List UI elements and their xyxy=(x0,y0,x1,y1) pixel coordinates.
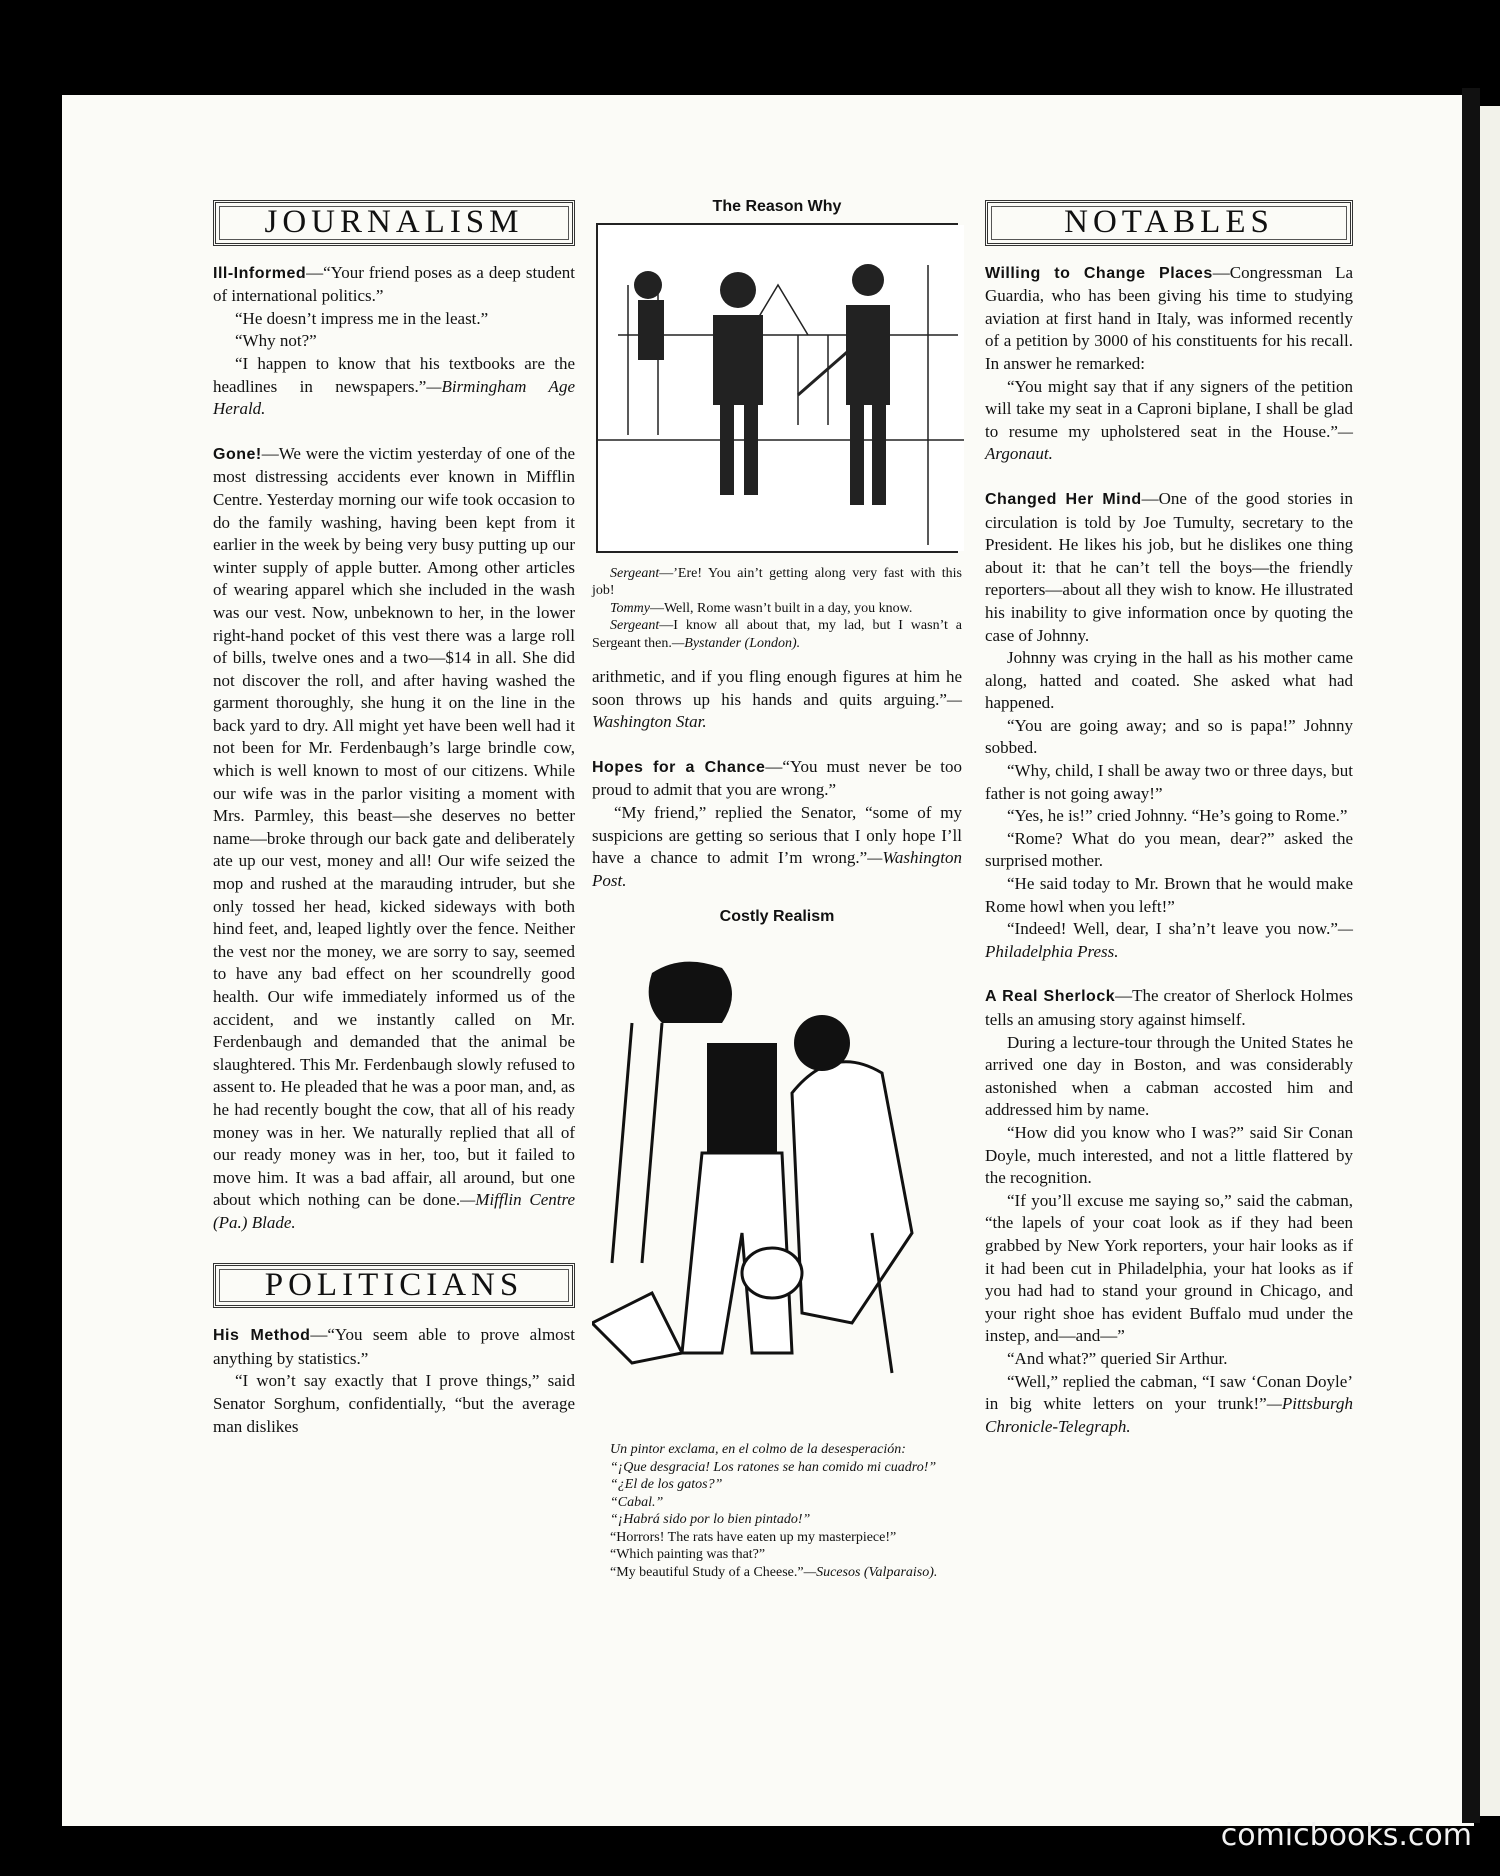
section-heading-journalism: JOURNALISM xyxy=(213,200,575,246)
cartoon-title: Costly Realism xyxy=(719,908,835,926)
article-ill-informed: Ill-Informed—“Your friend poses as a deep student of international politics.” xyxy=(213,262,575,306)
article-source: —Birmingham Age Herald. xyxy=(213,376,575,419)
article-source: —Pittsburgh Chronicle-Telegraph. xyxy=(985,1394,1353,1436)
article-hopes-for-a-chance: Hopes for a Chance—“You must never be too proud to admit that you are wrong.” xyxy=(592,756,962,800)
article-paragraph: “You are going away; and so is papa!” Johnny sobbed. xyxy=(985,715,1353,758)
section-heading-politicians: POLITICIANS xyxy=(213,1263,575,1309)
article-willing-to-change-places: Willing to Change Places—Congressman La Guardia, who has been giving his time to studying aviation at first hand in Italy, was informed recently of a petition by 3000 of his constituents for his recall. In answer he remarked: xyxy=(985,262,1353,373)
article-paragraph: During a lecture-tour through the United States he arrived one day in Boston, and was considerably astonished when a cabman accosted him and addressed him by name. xyxy=(985,1032,1353,1120)
cartoon-source: —Sucesos (Valparaiso). xyxy=(803,1564,938,1580)
article-source: —Argonaut. xyxy=(985,421,1353,464)
article-changed-her-mind: Changed Her Mind—One of the good stories in circulation is told by Joe Tumulty, secretary to the President. He likes his job, but he dislikes one thing about it: that he can’t tell the boys—the friendly reporters—about all they wish to know. He illustrated his inability to give information once by quoting the case of Johnny. xyxy=(985,488,1353,645)
cartoon-caption: Un pintor exclama, en el colmo de la desesperación: “¡Que desgracia! Los ratones se han comido mi cuadro!” “¿El de los gatos?” “Cabal.” “¡Habrá sido por lo bien pintado!” “Horrors! The rats have eaten up my masterpiece!” “Which painting was that?” “My beautiful Study of a Cheese.”—Sucesos (Valparaiso). xyxy=(610,1442,938,1580)
article-title: Willing to Change Places xyxy=(985,264,1213,282)
article-paragraph: “I happen to know that his textbooks are the headlines in newspapers.”—Birmingham Age Herald. xyxy=(213,353,575,419)
article-paragraph: “He doesn’t impress me in the least.” xyxy=(235,308,489,328)
column-center xyxy=(592,196,962,1595)
article-paragraph: “Why not?” xyxy=(235,331,317,351)
article-paragraph: “How did you know who I was?” said Sir Conan Doyle, much interested, and not a little flattered by the recognition. xyxy=(985,1122,1353,1188)
cartoon-painter-illustration xyxy=(592,933,962,1433)
cartoon-caption: Sergeant—’Ere! You ain’t getting along very fast with this job! Tommy—Well, Rome wasn’t built in a day, you know. Sergeant—I know all about that, my lad, but I wasn’t a Sergeant then.—Bystander (London). xyxy=(592,565,962,651)
article-title: Gone! xyxy=(213,445,262,463)
article-source: —Washington Star. xyxy=(592,689,962,732)
facing-page-edge xyxy=(1480,106,1500,1816)
article-title: Changed Her Mind xyxy=(985,490,1142,508)
article-source: —Philadelphia Press. xyxy=(985,919,1353,961)
section-heading-notables: NOTABLES xyxy=(985,200,1353,246)
column-left xyxy=(213,200,575,1438)
article-paragraph: “He said today to Mr. Brown that he would make Rome howl when you left!” xyxy=(985,874,1353,916)
article-paragraph: “Rome? What do you mean, dear?” asked the surprised mother. xyxy=(985,828,1353,871)
cartoon-source: —Bystander (London). xyxy=(671,635,801,651)
article-paragraph: “Yes, he is!” cried Johnny. “He’s going to Rome.” xyxy=(1007,806,1348,826)
article-his-method: His Method—“You seem able to prove almost anything by statistics.” xyxy=(213,1325,576,1368)
article-a-real-sherlock: A Real Sherlock—The creator of Sherlock Holmes tells an amusing story against himself. xyxy=(985,986,1353,1029)
article-paragraph: “I won’t say exactly that I prove things,” said Senator Sorghum, confidentially, “but the average man dislikes xyxy=(213,1371,575,1436)
book-spine xyxy=(1462,88,1480,1823)
article-continued: arithmetic, and if you fling enough figures at him he soon throws up his hands and quits arguing.”—Washington Star. xyxy=(592,667,962,732)
article-paragraph: “Well,” replied the cabman, “I saw ‘Conan Doyle’ in big white letters on your trunk!”—Pittsburgh Chronicle-Telegraph. xyxy=(985,1371,1353,1436)
cartoon-soldiers-illustration xyxy=(596,223,958,553)
article-title: A Real Sherlock xyxy=(985,988,1116,1006)
watermark: comicbooks.com xyxy=(1220,1818,1472,1853)
article-title: Ill-Informed xyxy=(213,264,307,282)
article-paragraph: “You might say that if any signers of the petition will take my seat in a Caproni biplane, I shall be glad to resume my upholstered seat in the House.”—Argonaut. xyxy=(985,376,1353,464)
article-paragraph: “If you’ll excuse me saying so,” said the cabman, “the lapels of your coat look as if they had been grabbed by New York reporters, your hair looks as if it had been cut in Philadelphia, your hat looks as if you had had to stand your ground in Chicago, and your right shoe has evident Buffalo mud under the instep, and—and—” xyxy=(985,1190,1353,1346)
article-paragraph: Johnny was crying in the hall as his mother came along, hatted and coated. She asked what had happened. xyxy=(985,648,1353,713)
article-paragraph: “And what?” queried Sir Arthur. xyxy=(1007,1348,1228,1368)
article-paragraph: “My friend,” replied the Senator, “some of my suspicions are getting so serious that I only hope I’ll have a chance to admit I’m wrong.”—Washington Post. xyxy=(592,803,962,890)
cartoon-title: The Reason Why xyxy=(712,198,842,215)
article-title: His Method xyxy=(213,1327,311,1345)
article-source: —Washington Post. xyxy=(592,848,962,890)
article-paragraph: “Why, child, I shall be away two or three days, but father is not going away!” xyxy=(985,761,1353,803)
column-right xyxy=(985,200,1353,1438)
article-paragraph: “Indeed! Well, dear, I sha’n’t leave you now.”—Philadelphia Press. xyxy=(985,919,1353,961)
article-gone: Gone!—We were the victim yesterday of one of the most distressing accidents ever known in Mifflin Centre. Yesterday morning our wife took occasion to do the family washing, having been kept from it earlier in the week by being very busy putting up our winter supply of apple butter. Among other articles of wearing apparel which she included in the wash was our vest. Now, unbeknown to her, in the lower right-hand pocket of this vest there was a large roll of bills, twelve ones and a two—$14 in all. She did not discover the roll, and after having washed the garment thoroughly, she hung it on the line in the back yard to dry. All might yet have been well had it not been for Mr. Ferdenbaugh’s large brindle cow, which is well known to most of our citizens. While our wife was in the parlor visiting a moment with Mrs. Parmley, this beast—she deserves no better name—broke through our back gate and deliberately ate up our vest, money and all! Our wife seized the mop and rushed at the marauding intruder, but she only tossed her head, kicked sideways with both hind feet, and, leaped lightly over the fence. Neither the vest nor the money, we are sorry to say, seemed to have any bad effect on her scoundrelly good health. Our wife immediately informed us of the accident, and we instantly called on Mr. Ferdenbaugh and demanded that the animal be slaughtered. This Mr. Ferdenbaugh slowly refused to assent to. He pleaded that he was a poor man, and, as he had recently bought the cow, that all of his ready money was in her. We naturally replied that all of our ready money was in her, too, but it failed to move him. It was a bad affair, all around, but one about which nothing can be done.—Mifflin Centre (Pa.) Blade. xyxy=(213,443,575,1232)
article-title: Hopes for a Chance xyxy=(592,758,766,776)
article-source: —Mifflin Centre (Pa.) Blade. xyxy=(213,1190,575,1232)
